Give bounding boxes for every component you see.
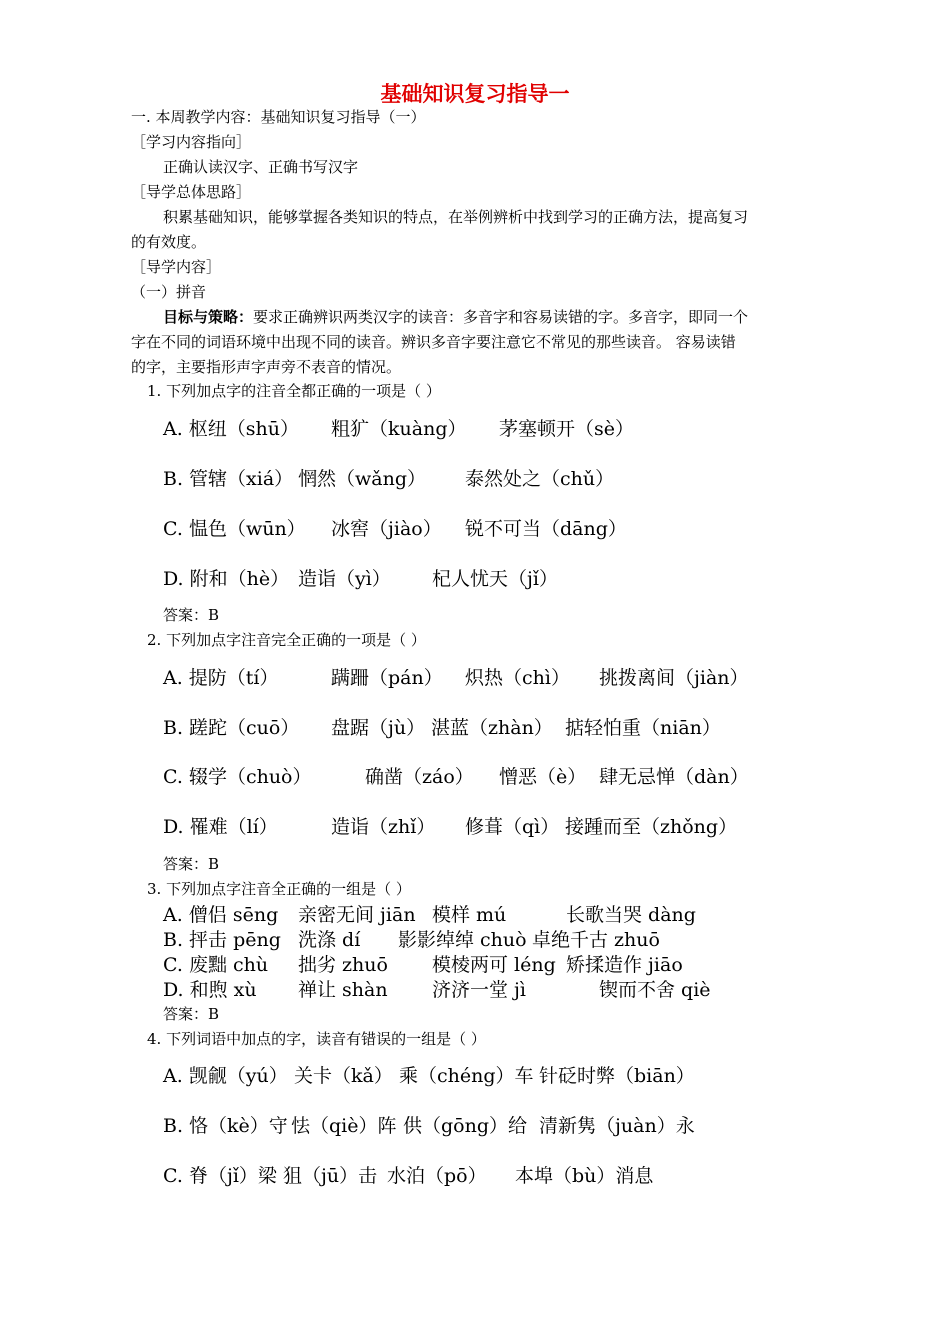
option-item: 锐不可当（dāng） [465, 518, 627, 540]
question-3-answer: 答案：B [163, 1005, 220, 1023]
question-2-stem: 2. 下列加点字注音完全正确的一项是（ ） [147, 631, 426, 649]
question-4-stem: 4. 下列词语中加点的字，读音有错误的一组是（ ） [147, 1030, 486, 1048]
option-item: 济济一堂 jì [432, 979, 527, 1001]
section-heading-1: 一. 本周教学内容：基础知识复习指导（一） [131, 108, 426, 126]
question-1-stem: 1. 下列加点字的注音全都正确的一项是（ ） [147, 382, 441, 400]
option-item: 拙劣 zhuō [298, 954, 388, 976]
option-item: 关卡（kǎ） [294, 1065, 393, 1087]
option-item: 挑拨离间（jiàn） [599, 667, 749, 689]
option-item: 杞人忧天（jǐ） [432, 568, 558, 590]
section-label-content: ［导学内容］ [131, 258, 222, 276]
option-item: 矫揉造作 jiāo [566, 954, 683, 976]
option-item: 造诣（yì） [298, 568, 391, 590]
option-item: 狙（jū）击 [283, 1165, 378, 1187]
option-item: 造诣（zhǐ） [331, 816, 436, 838]
option-item: B. 恪（kè）守 [163, 1115, 288, 1137]
option-item: A. 提防（tí） [163, 667, 279, 689]
option-item: C. 脊（jǐ）梁 [163, 1165, 277, 1187]
option-item: C. 废黜 chù [163, 954, 269, 976]
option-item: 模棱两可 léng [432, 954, 556, 976]
option-item: 禅让 shàn [298, 979, 388, 1001]
option-item: 亲密无间 jiān [298, 904, 416, 926]
option-item: 修葺（qì） [465, 816, 560, 838]
option-item: 肆无忌惮（dàn） [599, 766, 749, 788]
option-item: 粗犷（kuàng） [331, 418, 467, 440]
option-item: C. 愠色（wūn） [163, 518, 306, 540]
option-item: 憎恶（è） [499, 766, 587, 788]
option-item: 洗涤 dí [298, 929, 361, 951]
option-item: 清新隽（juàn）永 [539, 1115, 695, 1137]
option-item: D. 附和（hè） [163, 568, 290, 590]
option-item: 水泊（pō） [387, 1165, 487, 1187]
option-item: 本埠（bù）消息 [515, 1165, 654, 1187]
goal-line-3: 的字，主要指形声字声旁不表音的情况。 [131, 358, 402, 376]
page-title: 基础知识复习指导一 [380, 82, 570, 106]
option-item: 炽热（chì） [465, 667, 570, 689]
option-item: D. 罹难（lí） [163, 816, 278, 838]
option-item: 接踵而至（zhǒng） [565, 816, 738, 838]
option-item: 泰然处之（chǔ） [465, 468, 615, 490]
option-item: 怯（qiè）阵 [291, 1115, 397, 1137]
option-item: A. 枢纽（shū） [163, 418, 300, 440]
option-item: 冰窖（jiào） [331, 518, 442, 540]
section-sub-pinyin: （一）拼音 [131, 283, 207, 301]
option-item: 影影绰绰 chuò [398, 929, 527, 951]
goal-text-1: 要求正确辨识两类汉字的读音：多音字和容易读错的字。多音字，即同一个 [253, 308, 749, 326]
option-item: 湛蓝（zhàn） [431, 717, 553, 739]
section-text-approach-1: 积累基础知识，能够掌握各类知识的特点，在举例辨析中找到学习的正确方法，提高复习 [163, 208, 749, 226]
option-item: 惘然（wǎng） [298, 468, 426, 490]
option-item: D. 和煦 xù [163, 979, 257, 1001]
option-item: 乘（chéng）车 [399, 1065, 534, 1087]
question-2-answer: 答案：B [163, 855, 220, 873]
option-item: 卓绝千古 zhuō [532, 929, 660, 951]
option-item: B. 管辖（xiá） [163, 468, 294, 490]
section-label-approach: ［导学总体思路］ [131, 183, 252, 201]
question-1-answer: 答案：B [163, 606, 220, 624]
option-item: 茅塞顿开（sè） [499, 418, 634, 440]
section-label-learning: ［学习内容指向］ [131, 133, 252, 151]
option-item: 针砭时弊（biān） [539, 1065, 695, 1087]
option-item: A. 僧侣 sēng [163, 904, 279, 926]
section-text-approach-2: 的有效度。 [131, 233, 207, 251]
goal-line-1 [163, 307, 748, 327]
option-item: B. 蹉跎（cuō） [163, 717, 300, 739]
option-item: 盘踞（jù） [331, 717, 426, 739]
goal-label: 目标与策略： [163, 308, 254, 326]
option-item: 长歌当哭 dàng [566, 904, 696, 926]
option-item: A. 觊觎（yú） [163, 1065, 288, 1087]
section-text-learning: 正确认读汉字、正确书写汉字 [163, 158, 359, 176]
option-item: 蹒跚（pán） [331, 667, 443, 689]
option-item: 锲而不舍 qiè [599, 979, 711, 1001]
option-item: B. 抨击 pēng [163, 929, 281, 951]
option-item: 供（gōng）给 [403, 1115, 528, 1137]
question-3-stem: 3. 下列加点字注音全正确的一组是（ ） [147, 880, 411, 898]
option-item: 掂轻怕重（niān） [565, 717, 721, 739]
option-item: 确凿（záo） [365, 766, 474, 788]
option-item: C. 辍学（chuò） [163, 766, 312, 788]
option-item: 模样 mú [432, 904, 507, 926]
goal-line-2: 字在不同的词语环境中出现不同的读音。辨识多音字要注意它不常见的那些读音。 容易读错 [131, 333, 736, 351]
